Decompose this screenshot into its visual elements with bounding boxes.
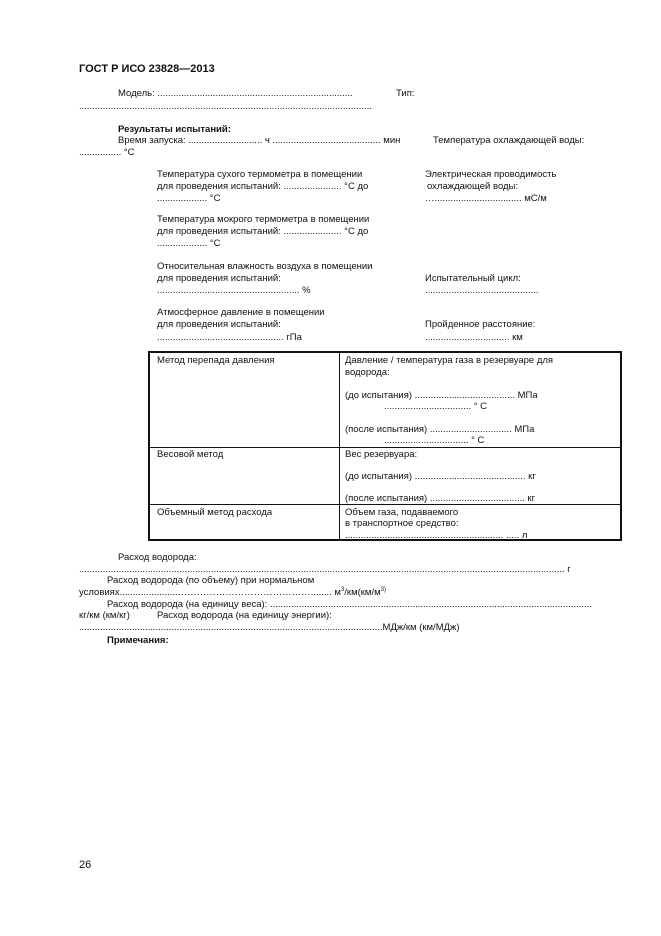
distance-label: Пройденное расстояние: xyxy=(425,319,536,330)
vol-unit-rest: /км(км/м xyxy=(344,587,381,598)
table-divider-row1 xyxy=(150,447,620,448)
type-label: Тип: xyxy=(396,88,415,99)
table-divider-row2 xyxy=(150,504,620,505)
vol-unit-m: м xyxy=(331,587,341,598)
pressure-after-temp-field: ................................ ° С xyxy=(384,435,485,446)
test-cycle-field: ........................................... xyxy=(425,285,539,296)
wet-bulb-label: Температура мокрого термометра в помещении xyxy=(157,214,370,225)
volume-field: ............................................................ ..... л xyxy=(345,530,528,541)
weight-after-field: (после испытания) .................................... кг xyxy=(345,493,536,504)
volume-desc-2: в транспортное средство: xyxy=(345,518,459,529)
results-title: Результаты испытаний: xyxy=(118,124,231,135)
pressure-field: ................................................ гПа xyxy=(157,332,302,343)
test-cycle-label: Испытательный цикл: xyxy=(425,273,521,284)
wet-bulb-field-end: ................... °С xyxy=(157,238,221,249)
coolant-temp-field: ................ °С xyxy=(79,147,135,158)
methods-table xyxy=(148,351,622,541)
vol-consumption-label: Расход водорода (по объему) при нормальном xyxy=(107,575,315,586)
pressure-method-label: Метод перепада давления xyxy=(157,355,275,366)
tank-weight-label: Вес резервуара: xyxy=(345,449,418,460)
pressure-after-field: (после испытания) ............................... МПа xyxy=(345,424,535,435)
model-field: Модель: .......................................................................... xyxy=(118,88,353,99)
humidity-field: ...................................................... % xyxy=(157,285,311,296)
humidity-label-2: для проведения испытаний: xyxy=(157,273,281,284)
page-number: 26 xyxy=(79,859,92,871)
weight-method-label: Весовой метод xyxy=(157,449,224,460)
dry-bulb-label: Температура сухого термометра в помещении xyxy=(157,169,363,180)
pressure-method-desc: Давление / температура газа в резервуаре для xyxy=(345,355,554,366)
volume-method-label: Объемный метод расхода xyxy=(157,507,273,518)
energy-consumption-label: Расход водорода (на единицу энергии): xyxy=(157,610,332,621)
dry-bulb-field: для проведения испытаний: ...................... °С до xyxy=(157,181,369,192)
notes-title: Примечания: xyxy=(107,635,169,646)
conductivity-field: …................................. мС/м xyxy=(425,193,547,204)
humidity-label: Относительная влажность воздуха в помещении xyxy=(157,261,373,272)
pressure-before-temp-field: ................................. ° С xyxy=(384,401,488,412)
vol-unit-sup1: 3 xyxy=(340,586,345,593)
conductivity-label: Электрическая проводимость xyxy=(425,169,557,180)
pressure-label: Атмосферное давление в помещении xyxy=(157,307,325,318)
conductivity-label-2: охлаждающей воды: xyxy=(427,181,519,192)
energy-consumption-field: ...................................................................................................................МДж/км (км/МДж) xyxy=(79,622,460,633)
weight-consumption-field: Расход водорода (на единицу веса): .......................................................................................................................... xyxy=(107,599,592,610)
pressure-before-field: (до испытания) ...................................... МПа xyxy=(345,390,538,401)
coolant-temp-label: Температура охлаждающей воды: xyxy=(433,135,585,146)
dry-bulb-field-end: ................... °С xyxy=(157,193,221,204)
h2-consumption-field: ........................................................................................................................................................................................ г xyxy=(79,564,571,575)
pressure-label-2: для проведения испытаний: xyxy=(157,319,281,330)
vol-unit-sup2: 3) xyxy=(380,586,386,593)
type-line: ............................................................................................................... xyxy=(79,101,372,112)
volume-desc: Объем газа, подаваемого xyxy=(345,507,459,518)
vol-consumption-dots: условиях......................……………………………………........ xyxy=(79,587,332,598)
pressure-method-desc-2: водорода: xyxy=(345,367,390,378)
weight-consumption-unit: кг/км (км/кг) xyxy=(79,610,130,621)
wet-bulb-field: для проведения испытаний: ...................... °С до xyxy=(157,226,369,237)
h2-consumption-label: Расход водорода: xyxy=(118,552,197,563)
vol-consumption-field xyxy=(79,588,386,598)
weight-before-field: (до испытания) .......................................... кг xyxy=(345,471,536,482)
start-time-field: Время запуска: ............................ ч ......................................... мин xyxy=(118,135,401,146)
table-divider-vertical xyxy=(339,353,340,539)
standard-header: ГОСТ Р ИСО 23828—2013 xyxy=(79,63,215,75)
distance-field: ................................ км xyxy=(425,332,523,343)
